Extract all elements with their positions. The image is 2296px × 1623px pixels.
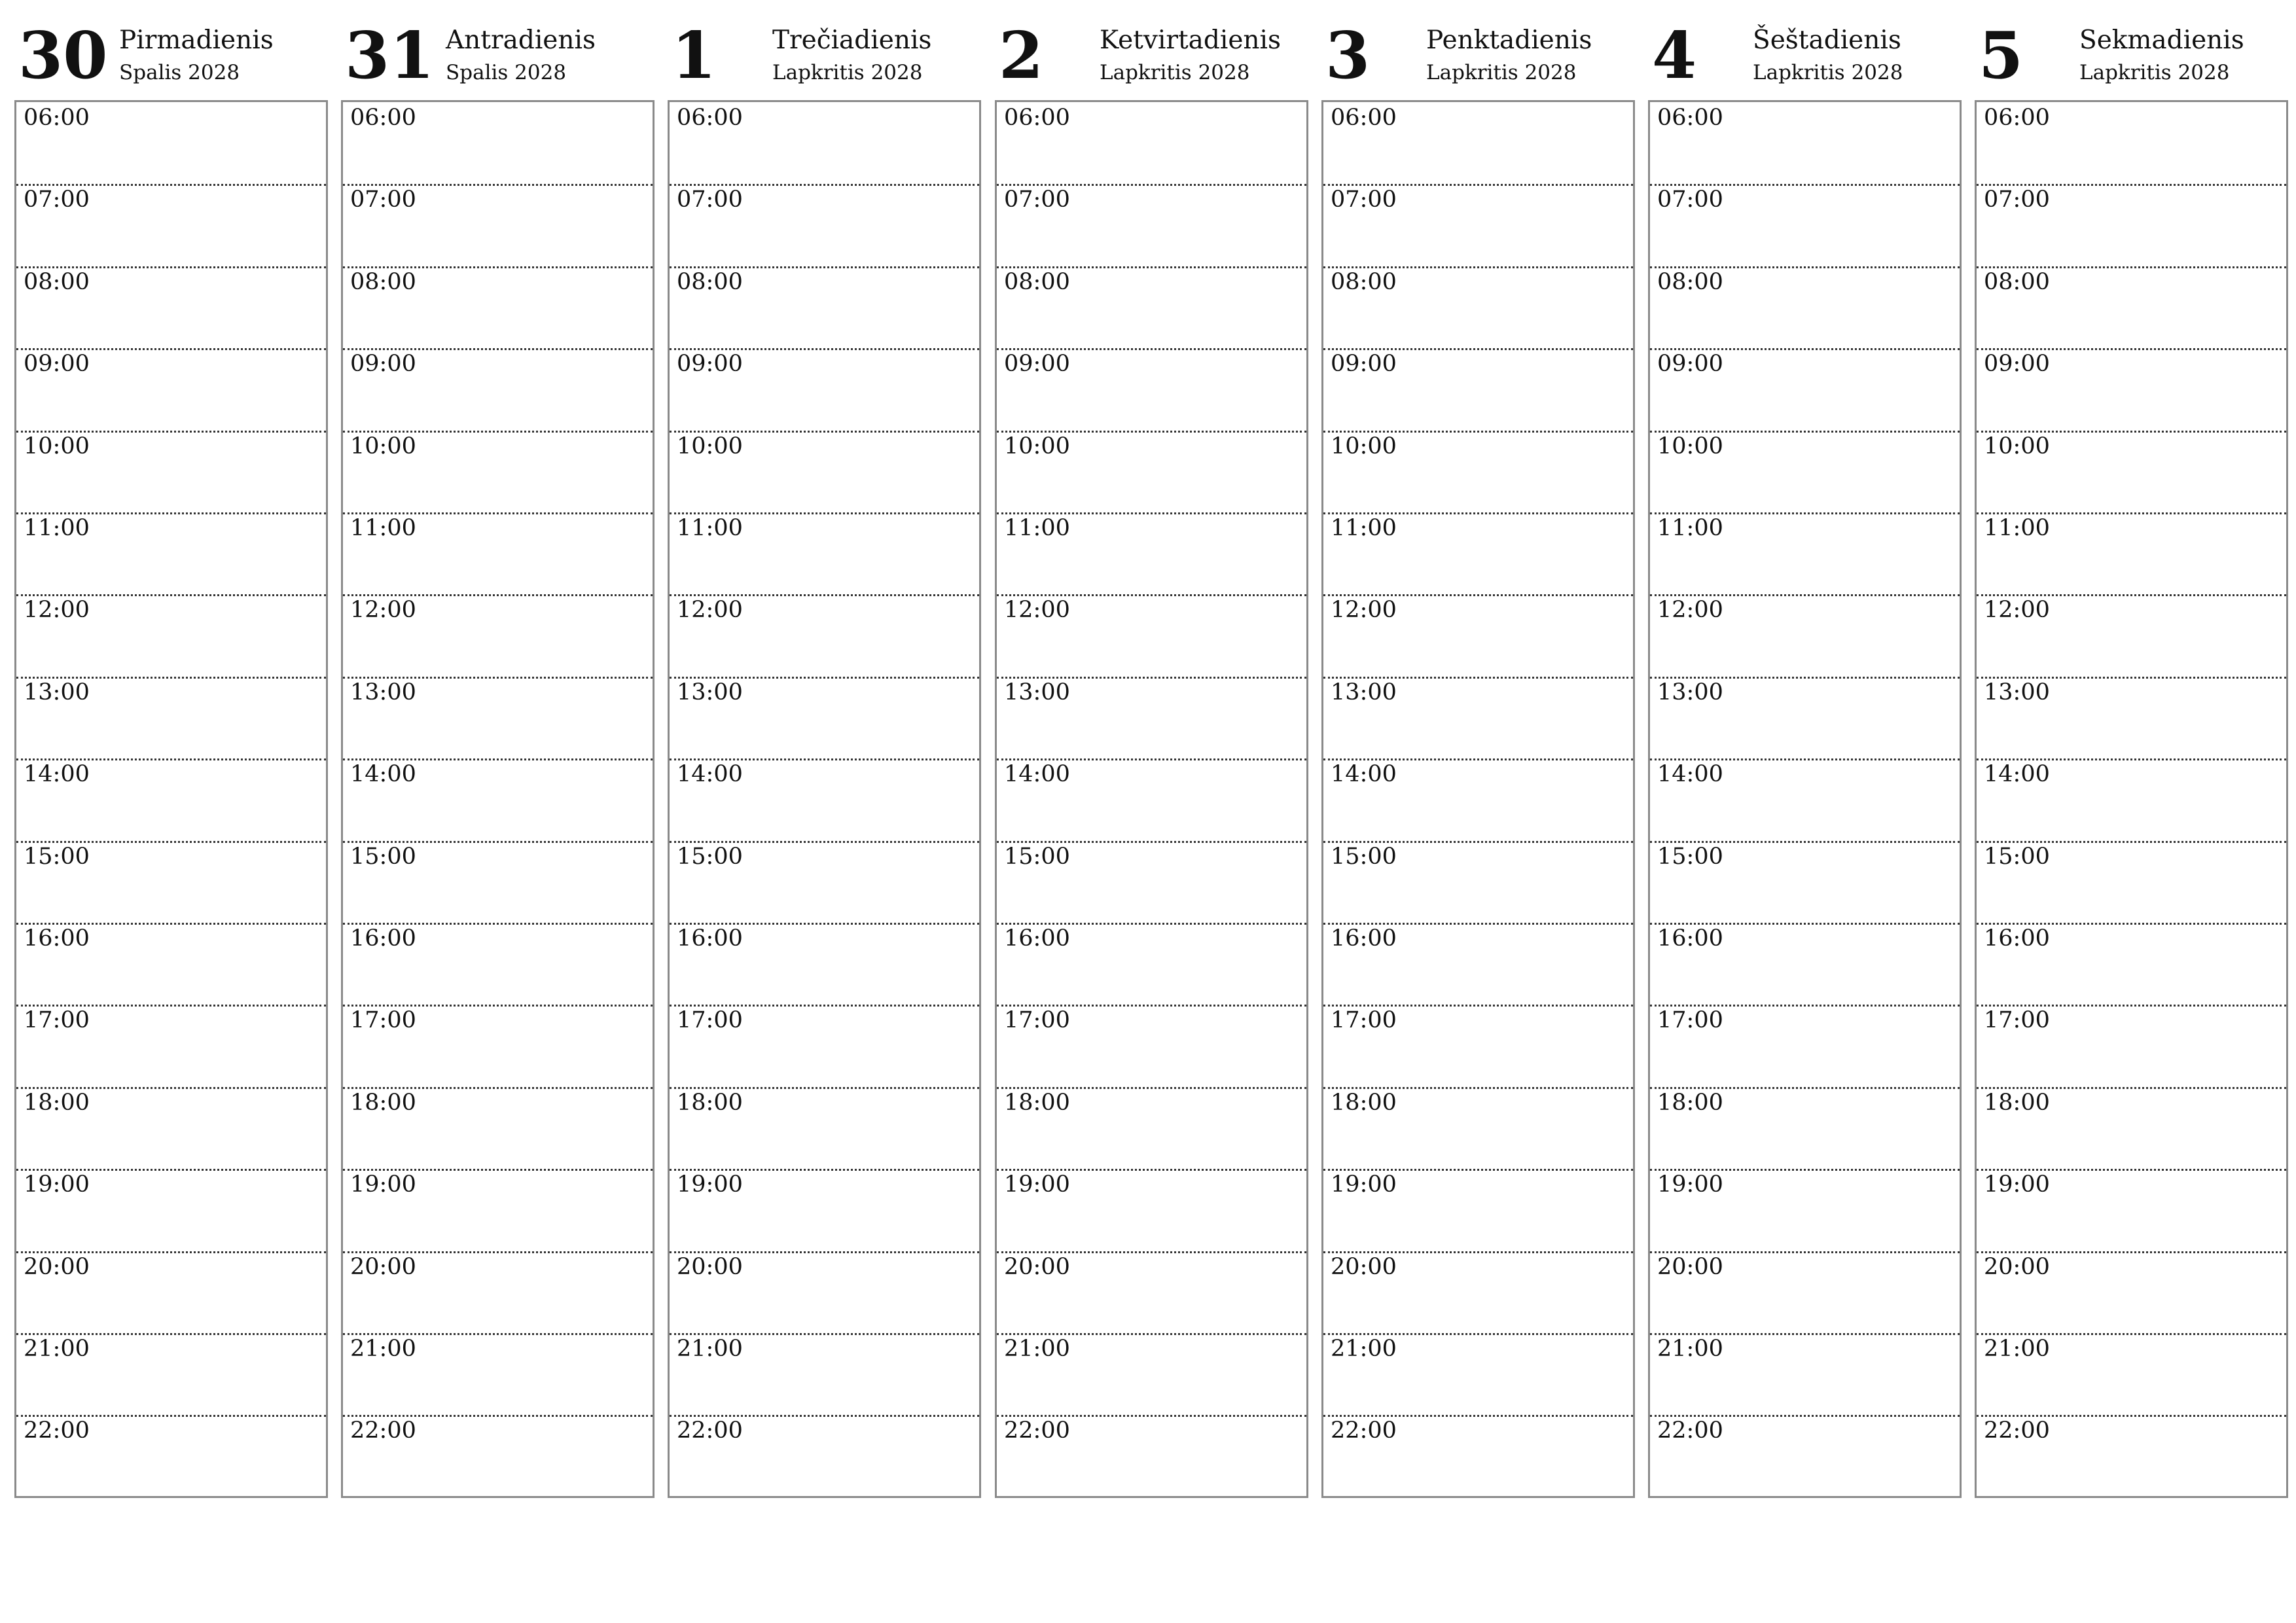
- hour-label: 17:00: [1331, 1007, 1397, 1033]
- hour-slot[interactable]: [997, 102, 1306, 184]
- hour-label: 10:00: [350, 433, 416, 459]
- hour-label: 16:00: [1657, 925, 1723, 952]
- hour-slot[interactable]: [670, 1415, 979, 1497]
- hour-slot[interactable]: [1650, 1251, 1960, 1333]
- day-column: [341, 0, 655, 1505]
- hour-label: 18:00: [1657, 1090, 1723, 1116]
- hour-label: 06:00: [1657, 105, 1723, 131]
- hour-label: 06:00: [24, 105, 90, 131]
- hour-label: 13:00: [1331, 679, 1397, 705]
- hour-label: 09:00: [24, 351, 90, 377]
- hour-slot[interactable]: [16, 594, 326, 676]
- weekday-name: Trečiadienis: [772, 26, 932, 55]
- hour-label: 12:00: [1657, 597, 1723, 623]
- hour-label: 08:00: [350, 269, 416, 295]
- hour-slot[interactable]: [997, 677, 1306, 758]
- hour-slot[interactable]: [343, 841, 653, 923]
- hour-label: 07:00: [677, 187, 743, 213]
- hour-slot[interactable]: [670, 102, 979, 184]
- hour-slot[interactable]: [1977, 1251, 2286, 1333]
- hour-label: 15:00: [677, 844, 743, 870]
- hour-label: 06:00: [1331, 105, 1397, 131]
- hour-label: 19:00: [1004, 1171, 1070, 1198]
- hour-label: 21:00: [24, 1336, 90, 1362]
- hour-label: 13:00: [1004, 679, 1070, 705]
- hour-label: 22:00: [350, 1418, 416, 1444]
- hour-label: 18:00: [350, 1090, 416, 1116]
- hour-label: 15:00: [24, 844, 90, 870]
- hour-slot[interactable]: [1977, 1415, 2286, 1497]
- hour-slot[interactable]: [16, 431, 326, 512]
- hour-slot[interactable]: [16, 512, 326, 594]
- day-number: 4: [1652, 18, 1697, 94]
- hour-slot[interactable]: [1977, 102, 2286, 184]
- month-year-label: Spalis 2028: [119, 61, 240, 84]
- hour-label: 08:00: [1657, 269, 1723, 295]
- day-column: [995, 0, 1308, 1505]
- hour-label: 07:00: [24, 187, 90, 213]
- hour-slot[interactable]: [670, 184, 979, 266]
- hour-slot[interactable]: [997, 923, 1306, 1005]
- hour-label: 19:00: [24, 1171, 90, 1198]
- hour-slot[interactable]: [997, 266, 1306, 348]
- hour-slot[interactable]: [997, 1251, 1306, 1333]
- hour-label: 21:00: [1331, 1336, 1397, 1362]
- day-number: 5: [1979, 18, 2024, 94]
- hour-label: 11:00: [24, 515, 90, 541]
- day-column: [14, 0, 328, 1505]
- hour-slot[interactable]: [1977, 923, 2286, 1005]
- hour-label: 17:00: [1984, 1007, 2050, 1033]
- month-year-label: Lapkritis 2028: [1426, 61, 1577, 84]
- hour-slot[interactable]: [1323, 1333, 1633, 1415]
- hour-label: 22:00: [1004, 1418, 1070, 1444]
- hour-schedule-box: [995, 100, 1308, 1498]
- hour-slot[interactable]: [1650, 1415, 1960, 1497]
- hour-label: 11:00: [1657, 515, 1723, 541]
- hour-slot[interactable]: [670, 1005, 979, 1086]
- month-year-label: Lapkritis 2028: [1753, 61, 1903, 84]
- hour-label: 09:00: [1331, 351, 1397, 377]
- hour-label: 12:00: [1984, 597, 2050, 623]
- hour-label: 22:00: [1984, 1418, 2050, 1444]
- hour-label: 12:00: [1004, 597, 1070, 623]
- hour-label: 16:00: [1331, 925, 1397, 952]
- hour-label: 17:00: [1657, 1007, 1723, 1033]
- hour-label: 09:00: [1657, 351, 1723, 377]
- hour-label: 14:00: [1331, 761, 1397, 787]
- hour-slot[interactable]: [16, 923, 326, 1005]
- hour-slot[interactable]: [1323, 1251, 1633, 1333]
- hour-slot[interactable]: [1650, 1169, 1960, 1251]
- hour-label: 19:00: [350, 1171, 416, 1198]
- hour-label: 08:00: [1004, 269, 1070, 295]
- hour-label: 18:00: [1984, 1090, 2050, 1116]
- hour-label: 10:00: [1004, 433, 1070, 459]
- hour-label: 16:00: [677, 925, 743, 952]
- hour-slot[interactable]: [670, 512, 979, 594]
- hour-label: 16:00: [1004, 925, 1070, 952]
- hour-label: 17:00: [1004, 1007, 1070, 1033]
- weekday-name: Ketvirtadienis: [1100, 26, 1282, 55]
- hour-label: 14:00: [1984, 761, 2050, 787]
- hour-label: 13:00: [677, 679, 743, 705]
- hour-label: 07:00: [350, 187, 416, 213]
- hour-slot[interactable]: [997, 1005, 1306, 1086]
- hour-slot[interactable]: [343, 1005, 653, 1086]
- hour-slot[interactable]: [1977, 512, 2286, 594]
- hour-slot[interactable]: [16, 1251, 326, 1333]
- hour-label: 21:00: [350, 1336, 416, 1362]
- hour-label: 19:00: [1984, 1171, 2050, 1198]
- hour-slot[interactable]: [997, 1333, 1306, 1415]
- hour-slot[interactable]: [1977, 1005, 2286, 1086]
- weekday-name: Sekmadienis: [2079, 26, 2244, 55]
- hour-slot[interactable]: [343, 923, 653, 1005]
- month-year-label: Lapkritis 2028: [772, 61, 923, 84]
- hour-label: 06:00: [1984, 105, 2050, 131]
- day-header: [1648, 0, 1962, 99]
- hour-label: 12:00: [677, 597, 743, 623]
- hour-slot[interactable]: [1323, 512, 1633, 594]
- hour-label: 18:00: [1004, 1090, 1070, 1116]
- hour-slot[interactable]: [1650, 923, 1960, 1005]
- hour-schedule-box: [1975, 100, 2288, 1498]
- hour-label: 14:00: [24, 761, 90, 787]
- hour-label: 20:00: [1331, 1254, 1397, 1280]
- hour-slot[interactable]: [343, 594, 653, 676]
- hour-label: 18:00: [677, 1090, 743, 1116]
- hour-slot[interactable]: [997, 1087, 1306, 1169]
- hour-slot[interactable]: [1650, 1087, 1960, 1169]
- hour-label: 07:00: [1984, 187, 2050, 213]
- hour-label: 10:00: [1984, 433, 2050, 459]
- hour-slot[interactable]: [1977, 1169, 2286, 1251]
- hour-slot[interactable]: [1323, 841, 1633, 923]
- hour-label: 15:00: [1657, 844, 1723, 870]
- hour-label: 11:00: [1331, 515, 1397, 541]
- hour-slot[interactable]: [670, 266, 979, 348]
- hour-slot[interactable]: [343, 348, 653, 430]
- hour-slot[interactable]: [997, 594, 1306, 676]
- hour-slot[interactable]: [1323, 102, 1633, 184]
- day-header: [1975, 0, 2288, 99]
- hour-label: 07:00: [1331, 187, 1397, 213]
- hour-slot[interactable]: [670, 1087, 979, 1169]
- hour-label: 17:00: [24, 1007, 90, 1033]
- hour-label: 08:00: [1984, 269, 2050, 295]
- hour-slot[interactable]: [670, 348, 979, 430]
- hour-slot[interactable]: [343, 1415, 653, 1497]
- hour-slot[interactable]: [1323, 923, 1633, 1005]
- hour-slot[interactable]: [997, 841, 1306, 923]
- hour-slot[interactable]: [16, 184, 326, 266]
- hour-label: 14:00: [677, 761, 743, 787]
- day-number: 30: [18, 18, 108, 94]
- hour-slot[interactable]: [16, 1333, 326, 1415]
- month-year-label: Spalis 2028: [446, 61, 567, 84]
- hour-slot[interactable]: [343, 1169, 653, 1251]
- hour-label: 07:00: [1657, 187, 1723, 213]
- hour-slot[interactable]: [16, 266, 326, 348]
- hour-label: 16:00: [24, 925, 90, 952]
- hour-slot[interactable]: [1323, 348, 1633, 430]
- hour-label: 12:00: [1331, 597, 1397, 623]
- weekday-name: Penktadienis: [1426, 26, 1592, 55]
- hour-label: 22:00: [1331, 1418, 1397, 1444]
- hour-slot[interactable]: [1650, 758, 1960, 840]
- hour-slot[interactable]: [343, 512, 653, 594]
- hour-slot[interactable]: [670, 677, 979, 758]
- day-header: [668, 0, 981, 99]
- hour-label: 20:00: [1657, 1254, 1723, 1280]
- weekly-planner: [14, 0, 2282, 1505]
- hour-label: 13:00: [350, 679, 416, 705]
- hour-slot[interactable]: [343, 1251, 653, 1333]
- hour-slot[interactable]: [1977, 431, 2286, 512]
- hour-label: 21:00: [1004, 1336, 1070, 1362]
- hour-label: 17:00: [350, 1007, 416, 1033]
- hour-schedule-box: [341, 100, 655, 1498]
- hour-label: 15:00: [350, 844, 416, 870]
- hour-slot[interactable]: [997, 1415, 1306, 1497]
- hour-label: 18:00: [1331, 1090, 1397, 1116]
- hour-slot[interactable]: [1650, 431, 1960, 512]
- hour-label: 16:00: [350, 925, 416, 952]
- hour-slot[interactable]: [343, 431, 653, 512]
- hour-label: 13:00: [24, 679, 90, 705]
- hour-slot[interactable]: [670, 1251, 979, 1333]
- hour-slot[interactable]: [16, 1415, 326, 1497]
- hour-slot[interactable]: [1323, 594, 1633, 676]
- hour-slot[interactable]: [16, 102, 326, 184]
- hour-slot[interactable]: [1977, 841, 2286, 923]
- hour-schedule-box: [1648, 100, 1962, 1498]
- hour-slot[interactable]: [1323, 266, 1633, 348]
- hour-label: 06:00: [1004, 105, 1070, 131]
- hour-slot[interactable]: [997, 431, 1306, 512]
- day-header: [341, 0, 655, 99]
- hour-slot[interactable]: [16, 758, 326, 840]
- hour-slot[interactable]: [670, 841, 979, 923]
- hour-slot[interactable]: [343, 677, 653, 758]
- hour-slot[interactable]: [343, 758, 653, 840]
- hour-label: 19:00: [1331, 1171, 1397, 1198]
- hour-slot[interactable]: [1323, 758, 1633, 840]
- hour-label: 12:00: [24, 597, 90, 623]
- day-header: [995, 0, 1308, 99]
- hour-slot[interactable]: [16, 677, 326, 758]
- hour-slot[interactable]: [1977, 266, 2286, 348]
- hour-slot[interactable]: [1650, 841, 1960, 923]
- hour-slot[interactable]: [343, 1333, 653, 1415]
- hour-slot[interactable]: [997, 512, 1306, 594]
- hour-label: 19:00: [1657, 1171, 1723, 1198]
- hour-schedule-box: [14, 100, 328, 1498]
- weekday-name: Pirmadienis: [119, 26, 274, 55]
- hour-slot[interactable]: [1977, 184, 2286, 266]
- hour-slot[interactable]: [1650, 266, 1960, 348]
- hour-slot[interactable]: [997, 184, 1306, 266]
- weekday-name: Šeštadienis: [1753, 26, 1901, 55]
- hour-schedule-box: [668, 100, 981, 1498]
- hour-label: 08:00: [677, 269, 743, 295]
- hour-label: 22:00: [24, 1418, 90, 1444]
- weekday-name: Antradienis: [446, 26, 596, 55]
- hour-label: 11:00: [350, 515, 416, 541]
- hour-label: 13:00: [1984, 679, 2050, 705]
- hour-slot[interactable]: [1977, 1087, 2286, 1169]
- day-number: 3: [1325, 18, 1371, 94]
- hour-slot[interactable]: [1650, 594, 1960, 676]
- day-header: [14, 0, 328, 99]
- hour-slot[interactable]: [1977, 677, 2286, 758]
- hour-slot[interactable]: [343, 1087, 653, 1169]
- hour-slot[interactable]: [1323, 1087, 1633, 1169]
- hour-slot[interactable]: [1977, 594, 2286, 676]
- hour-slot[interactable]: [1650, 677, 1960, 758]
- day-number: 2: [999, 18, 1044, 94]
- day-column: [668, 0, 981, 1505]
- hour-slot[interactable]: [1323, 1415, 1633, 1497]
- hour-slot[interactable]: [16, 841, 326, 923]
- hour-slot[interactable]: [1323, 1005, 1633, 1086]
- hour-slot[interactable]: [997, 758, 1306, 840]
- hour-label: 20:00: [1984, 1254, 2050, 1280]
- hour-label: 08:00: [24, 269, 90, 295]
- hour-label: 09:00: [350, 351, 416, 377]
- hour-slot[interactable]: [343, 266, 653, 348]
- day-number: 1: [672, 18, 717, 94]
- hour-label: 16:00: [1984, 925, 2050, 952]
- hour-label: 20:00: [24, 1254, 90, 1280]
- hour-slot[interactable]: [997, 1169, 1306, 1251]
- hour-slot[interactable]: [1650, 512, 1960, 594]
- day-column: [1648, 0, 1962, 1505]
- hour-label: 20:00: [1004, 1254, 1070, 1280]
- hour-label: 12:00: [350, 597, 416, 623]
- hour-label: 10:00: [677, 433, 743, 459]
- hour-slot[interactable]: [1650, 1005, 1960, 1086]
- hour-schedule-box: [1321, 100, 1635, 1498]
- hour-label: 10:00: [24, 433, 90, 459]
- hour-label: 21:00: [1657, 1336, 1723, 1362]
- month-year-label: Lapkritis 2028: [1100, 61, 1250, 84]
- hour-label: 13:00: [1657, 679, 1723, 705]
- hour-label: 21:00: [1984, 1336, 2050, 1362]
- hour-label: 11:00: [1984, 515, 2050, 541]
- hour-slot[interactable]: [670, 1169, 979, 1251]
- hour-label: 08:00: [1331, 269, 1397, 295]
- hour-label: 15:00: [1331, 844, 1397, 870]
- hour-label: 09:00: [1004, 351, 1070, 377]
- hour-slot[interactable]: [16, 1169, 326, 1251]
- hour-label: 06:00: [350, 105, 416, 131]
- day-number: 31: [345, 18, 435, 94]
- hour-label: 11:00: [677, 515, 743, 541]
- hour-label: 14:00: [350, 761, 416, 787]
- hour-label: 07:00: [1004, 187, 1070, 213]
- hour-slot[interactable]: [1323, 1169, 1633, 1251]
- hour-slot[interactable]: [1323, 677, 1633, 758]
- hour-label: 14:00: [1657, 761, 1723, 787]
- hour-label: 20:00: [677, 1254, 743, 1280]
- hour-label: 19:00: [677, 1171, 743, 1198]
- hour-label: 22:00: [677, 1418, 743, 1444]
- hour-slot[interactable]: [1977, 758, 2286, 840]
- hour-label: 11:00: [1004, 515, 1070, 541]
- hour-slot[interactable]: [1650, 348, 1960, 430]
- hour-label: 15:00: [1984, 844, 2050, 870]
- hour-slot[interactable]: [343, 184, 653, 266]
- day-column: [1321, 0, 1635, 1505]
- hour-slot[interactable]: [343, 102, 653, 184]
- hour-label: 18:00: [24, 1090, 90, 1116]
- hour-label: 21:00: [677, 1336, 743, 1362]
- hour-label: 15:00: [1004, 844, 1070, 870]
- hour-slot[interactable]: [670, 758, 979, 840]
- hour-label: 10:00: [1331, 433, 1397, 459]
- hour-slot[interactable]: [670, 594, 979, 676]
- hour-slot[interactable]: [16, 1005, 326, 1086]
- hour-slot[interactable]: [1323, 184, 1633, 266]
- day-column: [1975, 0, 2288, 1505]
- hour-slot[interactable]: [1977, 348, 2286, 430]
- hour-label: 14:00: [1004, 761, 1070, 787]
- hour-slot[interactable]: [1650, 184, 1960, 266]
- hour-slot[interactable]: [670, 923, 979, 1005]
- hour-slot[interactable]: [997, 348, 1306, 430]
- hour-label: 17:00: [677, 1007, 743, 1033]
- hour-label: 20:00: [350, 1254, 416, 1280]
- hour-slot[interactable]: [1650, 102, 1960, 184]
- day-header: [1321, 0, 1635, 99]
- hour-label: 09:00: [1984, 351, 2050, 377]
- hour-slot[interactable]: [16, 1087, 326, 1169]
- hour-slot[interactable]: [670, 1333, 979, 1415]
- hour-label: 10:00: [1657, 433, 1723, 459]
- hour-label: 06:00: [677, 105, 743, 131]
- hour-label: 22:00: [1657, 1418, 1723, 1444]
- hour-slot[interactable]: [1977, 1333, 2286, 1415]
- hour-label: 09:00: [677, 351, 743, 377]
- hour-slot[interactable]: [670, 431, 979, 512]
- hour-slot[interactable]: [1650, 1333, 1960, 1415]
- month-year-label: Lapkritis 2028: [2079, 61, 2230, 84]
- hour-slot[interactable]: [16, 348, 326, 430]
- hour-slot[interactable]: [1323, 431, 1633, 512]
